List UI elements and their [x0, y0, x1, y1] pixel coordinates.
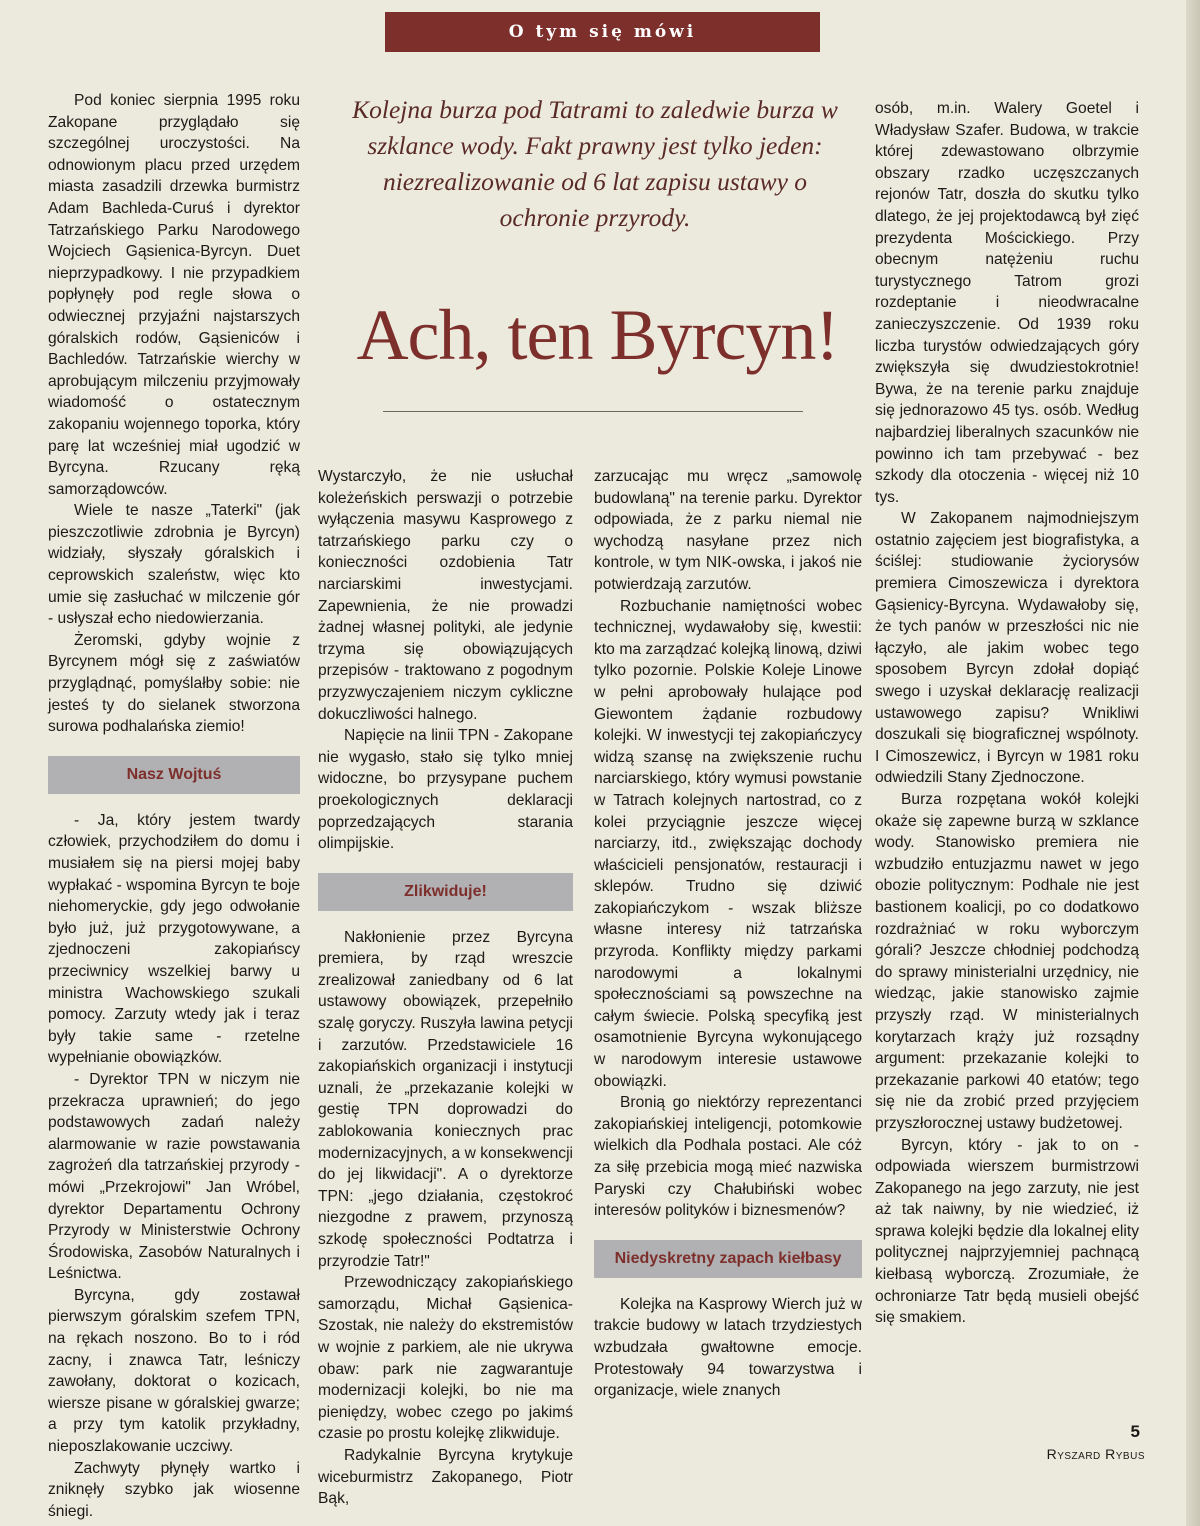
paragraph: osób, m.in. Walery Goetel i Władysław Szafer. Budowa, w trakcie której zdewastowano olbrzymie obszary rzadko uczęszczanych rejonów Tatr, doszła do skutku tylko dlatego, że jej projektodawcą był zięć prezydenta Mościckiego. Przy obecnym natężeniu ruchu turystycznego Tatrom grozi rozdeptanie i nieodwracalne zanieczyszczenie. Od 1939 roku liczba turystów odwiedzających góry zwiększyła się dwudziestokrotnie! Bywa, że na terenie parku znajduje się jednorazowo 45 tys. osób. Według najbardziej liberalnych szacunków nie powinno ich tam przebywać - bez szkody dla otoczenia - więcej niż 10 tys.: [875, 100, 1139, 506]
subheading-nasz-wojtus: Nasz Wojtuś: [48, 756, 300, 794]
paragraph: - Ja, który jestem twardy człowiek, przychodziłem do domu i musiałem się na piersi mojej baby wypłakać - wspomina Byrcyn te boje niehomeryckie, gdy jego odwołanie było już, już przygotowywane, a zjednoczeni zakopiańscy przeciwnicy wszelkiej barwy u ministra Wachowskiego szukali pomocy. Zarzuty wtedy jak i teraz były takie same - rzetelne wypełnianie obowiązków.: [48, 811, 300, 1067]
article-lead: Kolejna burza pod Tatrami to zaledwie burza w szklance wody. Fakt prawny jest tylko jeden: niezrealizowanie od 6 lat zapisu ustawy o ochronie przyrody.: [352, 95, 838, 232]
text-column-4: [875, 98, 1139, 1329]
subheading-niedyskretny-zapach: Niedyskretny zapach kiełbasy: [594, 1240, 862, 1278]
paragraph: Radykalnie Byrcyna krytykuje wiceburmistrz Zakopanego, Piotr Bąk,: [318, 1446, 573, 1508]
paragraph: - Dyrektor TPN w niczym nie przekracza uprawnień; do jego podstawowych zadań należy alarmowanie w razie powstawania zagrożeń dla tatrzańskiej przyrody - mówi „Przekrojowi" Jan Wróbel, dyrektor Departamentu Ochrony Przyrody w Ministerstwie Ochrony Środowiska, Zasobów Naturalnych i Leśnictwa.: [48, 1070, 300, 1283]
paragraph: Kolejka na Kasprowy Wierch już w trakcie budowy w latach trzydziestych wzbudzała gwałtowne emocje. Protestowały 94 towarzystwa i organizacje, wiele znanych: [594, 1295, 862, 1400]
paragraph: Byrcyn, który - jak to on - odpowiada wierszem burmistrzowi Zakopanego na jego zarzuty, nie jest aż tak naiwny, by nie wiedzieć, iż sprawa kolejki będzie dla lokalnej elity politycznej najprzyjemniej pachnącą kiełbasą wyborczą. Zrozumiałe, że ochroniarze Tatr będą musieli obejść się smakiem.: [875, 1136, 1139, 1327]
text-column-2: [318, 466, 573, 1510]
paragraph: Burza rozpętana wokół kolejki okaże się zapewne burzą w szklance wody. Stanowisko premiera nie wzbudziło entuzjazmu nawet w jego obozie politycznym: Podhale nie jest bastionem koalicji, po co dodatkowo rozdrażniać w roku wyborczym górali? Jeszcze chłodniej podchodzą do sprawy ministerialni urzędnicy, nie wiedząc, jakie stanowisko zajmie przyszły rząd. W ministerialnych korytarzach krąży już rozsądny argument: przekazanie kolejki to przekazanie parkowi 40 etatów; tego się nie da zrobić przed przyjęciem przyszłorocznej ustawy budżetowej.: [875, 791, 1139, 1132]
paragraph: Byrcyna, gdy zostawał pierwszym góralskim szefem TPN, na rękach noszono. Bo to i ród zacny, i znawca Tatr, leśniczy zawołany, doktorat o kozicach, wiersze pisane w góralskiej gwarze; a przy tym katolik przykładny, nieposzlakowanie uczciwy.: [48, 1286, 300, 1456]
page-edge: [1186, 0, 1200, 1526]
headline-divider: [383, 411, 803, 412]
text-column-1: [48, 90, 300, 1522]
paragraph: Żeromski, gdyby wojnie z Byrcynem mógł się z zaświatów przyglądnąć, pomyślałby sobie: nie jesteś ty do sielanek stworzona surowa podhalańska ziemio!: [48, 631, 300, 736]
paragraph: W Zakopanem najmodniejszym ostatnio zajęciem jest biografistyka, a ściślej: studiowanie życiorysów premiera Cimoszewicza i dyrektora Gąsienicy-Byrcyna. Wydawałoby się, że tych panów w przeszłości nic nie łączyło, ale jakim wobec tego sposobem Byrcyn zdołał dopiąć swego i uzyskał deklarację realizacji ustawowego zapisu? Wnikliwi doszukali się biograficznej wspólnoty. I Cimoszewicz, i Byrcyn w 1981 roku odwiedzili Stany Zjednoczone.: [875, 510, 1139, 787]
article-headline: Ach, ten Byrcyn!: [356, 295, 839, 375]
paragraph: Przewodniczący zakopiańskiego samorządu, Michał Gąsienica-Szostak, nie należy do ekstremistów w wojnie z parkiem, ale nie ukrywa obaw: park nie zagwarantuje modernizacji kolejki, bo nie ma pieniędzy, wobec czego po jakimś czasie po prostu kolejkę zlikwiduje.: [318, 1274, 573, 1443]
text-column-3: [594, 466, 862, 1402]
paragraph: Wystarczyło, że nie usłuchał koleżeńskich perswazji o potrzebie wyłączenia masywu Kasprowego z tatrzańskiego parku czy o konieczności ozdobienia Tatr narciarskimi inwestycjami. Zapewnienia, że nie prowadzi żadnej własnej polityki, ale jedynie trzyma się obowiązujących przepisów - traktowano z pogodnym przyzwyczajeniem niczym cykliczne dokuczliwości halnego.: [318, 468, 573, 723]
paragraph: Pod koniec sierpnia 1995 roku Zakopane przyglądało się szczególnej uroczystości. Na odnowionym placu przed urzędem miasta zasadzili drzewka burmistrz Adam Bachleda-Curuś i dyrektor Tatrzańskiego Parku Narodowego Wojciech Gąsienica-Byrcyn. Duet nieprzypadkowy. I nie przypadkiem popłynęły pod regle słowa o odwiecznej przyjaźni najstarszych góralskich rodów, Gąsieniców i Bachledów. Tatrzańskie wierchy w aprobującym milczeniu przyjmowały wiadomość o ostatecznym zakopaniu wojennego toporka, który parę lat wcześniej miał ugodzić w Byrcyna. Rzucany ręką samorządowców.: [48, 92, 300, 498]
paragraph: Wiele te nasze „Taterki" (jak pieszczotliwie zdrobnia je Byrcyn) widziały, słyszały góralskich i ceprowskich szaleństw, więc kto umie się zasłuchać w milczenie gór - usłyszał echo niedowierzania.: [48, 502, 300, 628]
paragraph: Bronią go niektórzy reprezentanci zakopiańskiej inteligencji, potomkowie wielkich dla Podhala postaci. Ale cóż za siłę przebicia mogą mieć nazwiska Paryski czy Chałubiński wobec interesów polityków i biznesmenów?: [594, 1094, 862, 1220]
paragraph: Nakłonienie przez Byrcyna premiera, by rząd wreszcie zrealizował zaniedbany od 6 lat ustawowy obowiązek, przepełniło szalę goryczy. Ruszyła lawina petycji i zarzutów. Przedstawiciele 16 zakopiańskich organizacji i instytucji uznali, że „przekazanie kolejki w gestię TPN doprowadzi do zablokowania koniecznych prac modernizacyjnych, a w konsekwencji do jej likwidacji". A o dyrektorze TPN: „jego działania, częstokroć niezgodne z prawem, przynoszą szkodę społeczności Podtatrza i przyrodzie Tatr!": [318, 928, 573, 1270]
section-label: O tym się mówi: [385, 12, 820, 52]
page-number: 5: [1130, 1422, 1140, 1441]
paragraph: Zachwyty płynęły wartko i zniknęły szybko jak wiosenne śniegi.: [48, 1459, 300, 1520]
author-byline: Ryszard Rybus: [1046, 1446, 1145, 1462]
paragraph: Rozbuchanie namiętności wobec technicznej, wydawałoby się, kwestii: kto ma zarządzać kolejką linową, dziwi tylko pozornie. Polskie Koleje Linowe w pełni aprobowały hulające pod Giewontem żądanie rozbudowy kolejki. W inwestycji tej zakopiańczycy widzą szansę na zwiększenie ruchu narciarskiego, który wymusi powstanie w Tatrach kolejnych nartostrad, co z kolei przyciągnie jeszcze więcej narciarzy, itd., zwiększając dochody właścicieli pensjonatów, restauracji i sklepów. Trudno się dziwić zakopiańczykom - wszak bliższe własne interesy niż tatrzańska przyroda. Konflikty między parkami narodowymi a lokalnymi społecznościami są powszechne na całym świecie. Polską specyfiką jest osamotnienie Byrcyna wykonującego w narodowym interesie ustawowe obowiązki.: [594, 597, 862, 1090]
paragraph: Napięcie na linii TPN - Zakopane nie wygasło, stało się tylko mniej widoczne, bo przysypane puchem proekologicznych deklaracji poprzedzających starania olimpijskie.: [318, 727, 573, 853]
subheading-zlikwiduje: Zlikwiduje!: [318, 873, 573, 911]
paragraph: zarzucając mu wręcz „samowolę budowlaną" na terenie parku. Dyrektor odpowiada, że z parku niemal nie wychodzą nasyłane przez nich kontrole, w tym NIK-owska, i jakoś nie potwierdzają zarzutów.: [594, 468, 862, 593]
